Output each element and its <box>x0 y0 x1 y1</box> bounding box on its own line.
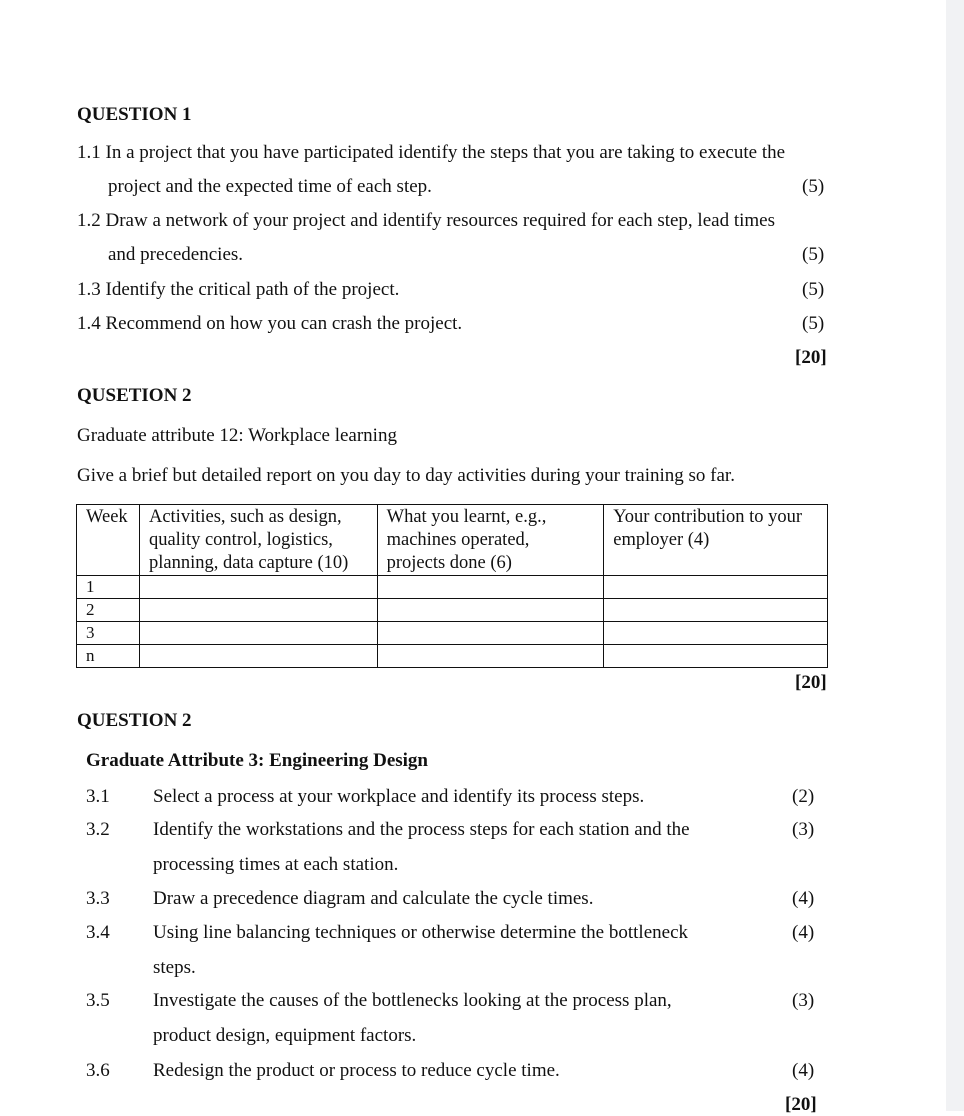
q2b-item-3-4-line1: Using line balancing techniques or otherwise determine the bottleneck <box>153 922 688 943</box>
scrollbar-track[interactable] <box>946 0 964 1111</box>
q2b-item-num: 3.5 <box>86 990 110 1011</box>
header-week <box>77 505 140 576</box>
q2a-total-marks: [20] <box>795 672 827 693</box>
table-header-row <box>77 505 828 576</box>
q1-item-1-3: 1.3 Identify the critical path of the project. <box>77 279 400 300</box>
q2b-item-3-4-marks: (4) <box>792 922 815 943</box>
header-what-you-learnt <box>377 505 604 576</box>
question-1-heading: QUESTION 1 <box>77 104 192 125</box>
q1-item-1-1-marks: (5) <box>802 176 825 197</box>
table-row <box>77 576 828 599</box>
contribution-cell <box>604 645 828 668</box>
q2b-item-3-3-marks: (4) <box>792 888 815 909</box>
week-cell: n <box>77 645 140 668</box>
q2b-item-num: 3.2 <box>86 819 110 840</box>
q2b-item-3-2-line1: Identify the workstations and the process steps for each station and the <box>153 819 690 840</box>
activities-cell <box>139 599 377 622</box>
q2b-item-num: 3.4 <box>86 922 110 943</box>
q2b-item-3-6-line1: Redesign the product or process to reduce cycle time. <box>153 1060 560 1081</box>
q2a-graduate-attribute: Graduate attribute 12: Workplace learning <box>77 425 397 446</box>
header-activities-line: planning, data capture (10) <box>148 553 349 573</box>
q2b-total-marks: [20] <box>785 1094 817 1115</box>
header-learnt-line: projects done (6) <box>386 553 512 573</box>
q2b-item-3-2-marks: (3) <box>792 819 815 840</box>
q2b-item-3-1-line1: Select a process at your workplace and identify its process steps. <box>153 786 645 807</box>
question-2a-heading: QUSETION 2 <box>77 385 192 406</box>
contribution-cell <box>604 576 828 599</box>
q2b-item-num: 3.6 <box>86 1060 110 1081</box>
q2b-item-num: 3.1 <box>86 786 110 807</box>
training-report-table <box>76 504 828 668</box>
learnt-cell <box>377 576 604 599</box>
activities-cell <box>139 576 377 599</box>
q1-item-1-4-marks: (5) <box>802 313 825 334</box>
q1-total-marks: [20] <box>795 347 827 368</box>
q2b-item-3-4-line2: steps. <box>153 957 196 978</box>
header-activities-line: Activities, such as design, <box>148 507 342 527</box>
header-activities-line: quality control, logistics, <box>148 530 333 550</box>
q2b-item-num: 3.3 <box>86 888 110 909</box>
q2b-item-3-2-line2: processing times at each station. <box>153 854 399 875</box>
q2b-item-3-3-line1: Draw a precedence diagram and calculate the cycle times. <box>153 888 594 909</box>
q2b-item-3-5-line1: Investigate the causes of the bottlenecks looking at the process plan, <box>153 990 672 1011</box>
q2a-instruction: Give a brief but detailed report on you day to day activities during your training so far. <box>77 465 735 486</box>
header-week-line: Week <box>86 507 128 527</box>
activities-cell <box>139 645 377 668</box>
q1-item-1-1-line1: 1.1 In a project that you have participated identify the steps that you are taking to execute the <box>77 142 786 163</box>
week-cell: 3 <box>77 622 140 645</box>
header-contribution-line: Your contribution to your <box>613 507 803 527</box>
week-cell: 1 <box>77 576 140 599</box>
table-row <box>77 622 828 645</box>
header-contribution-line: employer (4) <box>613 530 710 550</box>
learnt-cell <box>377 645 604 668</box>
q1-item-1-3-marks: (5) <box>802 279 825 300</box>
header-contribution <box>604 505 828 576</box>
q2b-item-3-5-line2: product design, equipment factors. <box>153 1025 417 1046</box>
contribution-cell <box>604 599 828 622</box>
q1-item-1-2-line2: and precedencies. <box>108 244 244 265</box>
q1-item-1-2-line1: 1.2 Draw a network of your project and identify resources required for each step, lead times <box>77 210 775 231</box>
table-row <box>77 599 828 622</box>
contribution-cell <box>604 622 828 645</box>
q1-item-1-4: 1.4 Recommend on how you can crash the project. <box>77 313 463 334</box>
q1-item-1-1-line2: project and the expected time of each step. <box>108 176 432 197</box>
q2b-item-3-5-marks: (3) <box>792 990 815 1011</box>
header-learnt-line: machines operated, <box>386 530 530 550</box>
learnt-cell <box>377 622 604 645</box>
question-2b-heading: QUESTION 2 <box>77 710 192 731</box>
q2b-graduate-attribute: Graduate Attribute 3: Engineering Design <box>86 750 428 771</box>
q2b-item-3-6-marks: (4) <box>792 1060 815 1081</box>
activities-cell <box>139 622 377 645</box>
header-activities <box>139 505 377 576</box>
table-row <box>77 645 828 668</box>
q1-item-1-2-marks: (5) <box>802 244 825 265</box>
week-cell: 2 <box>77 599 140 622</box>
q2b-item-3-1-marks: (2) <box>792 786 815 807</box>
header-learnt-line: What you learnt, e.g., <box>386 507 547 527</box>
learnt-cell <box>377 599 604 622</box>
